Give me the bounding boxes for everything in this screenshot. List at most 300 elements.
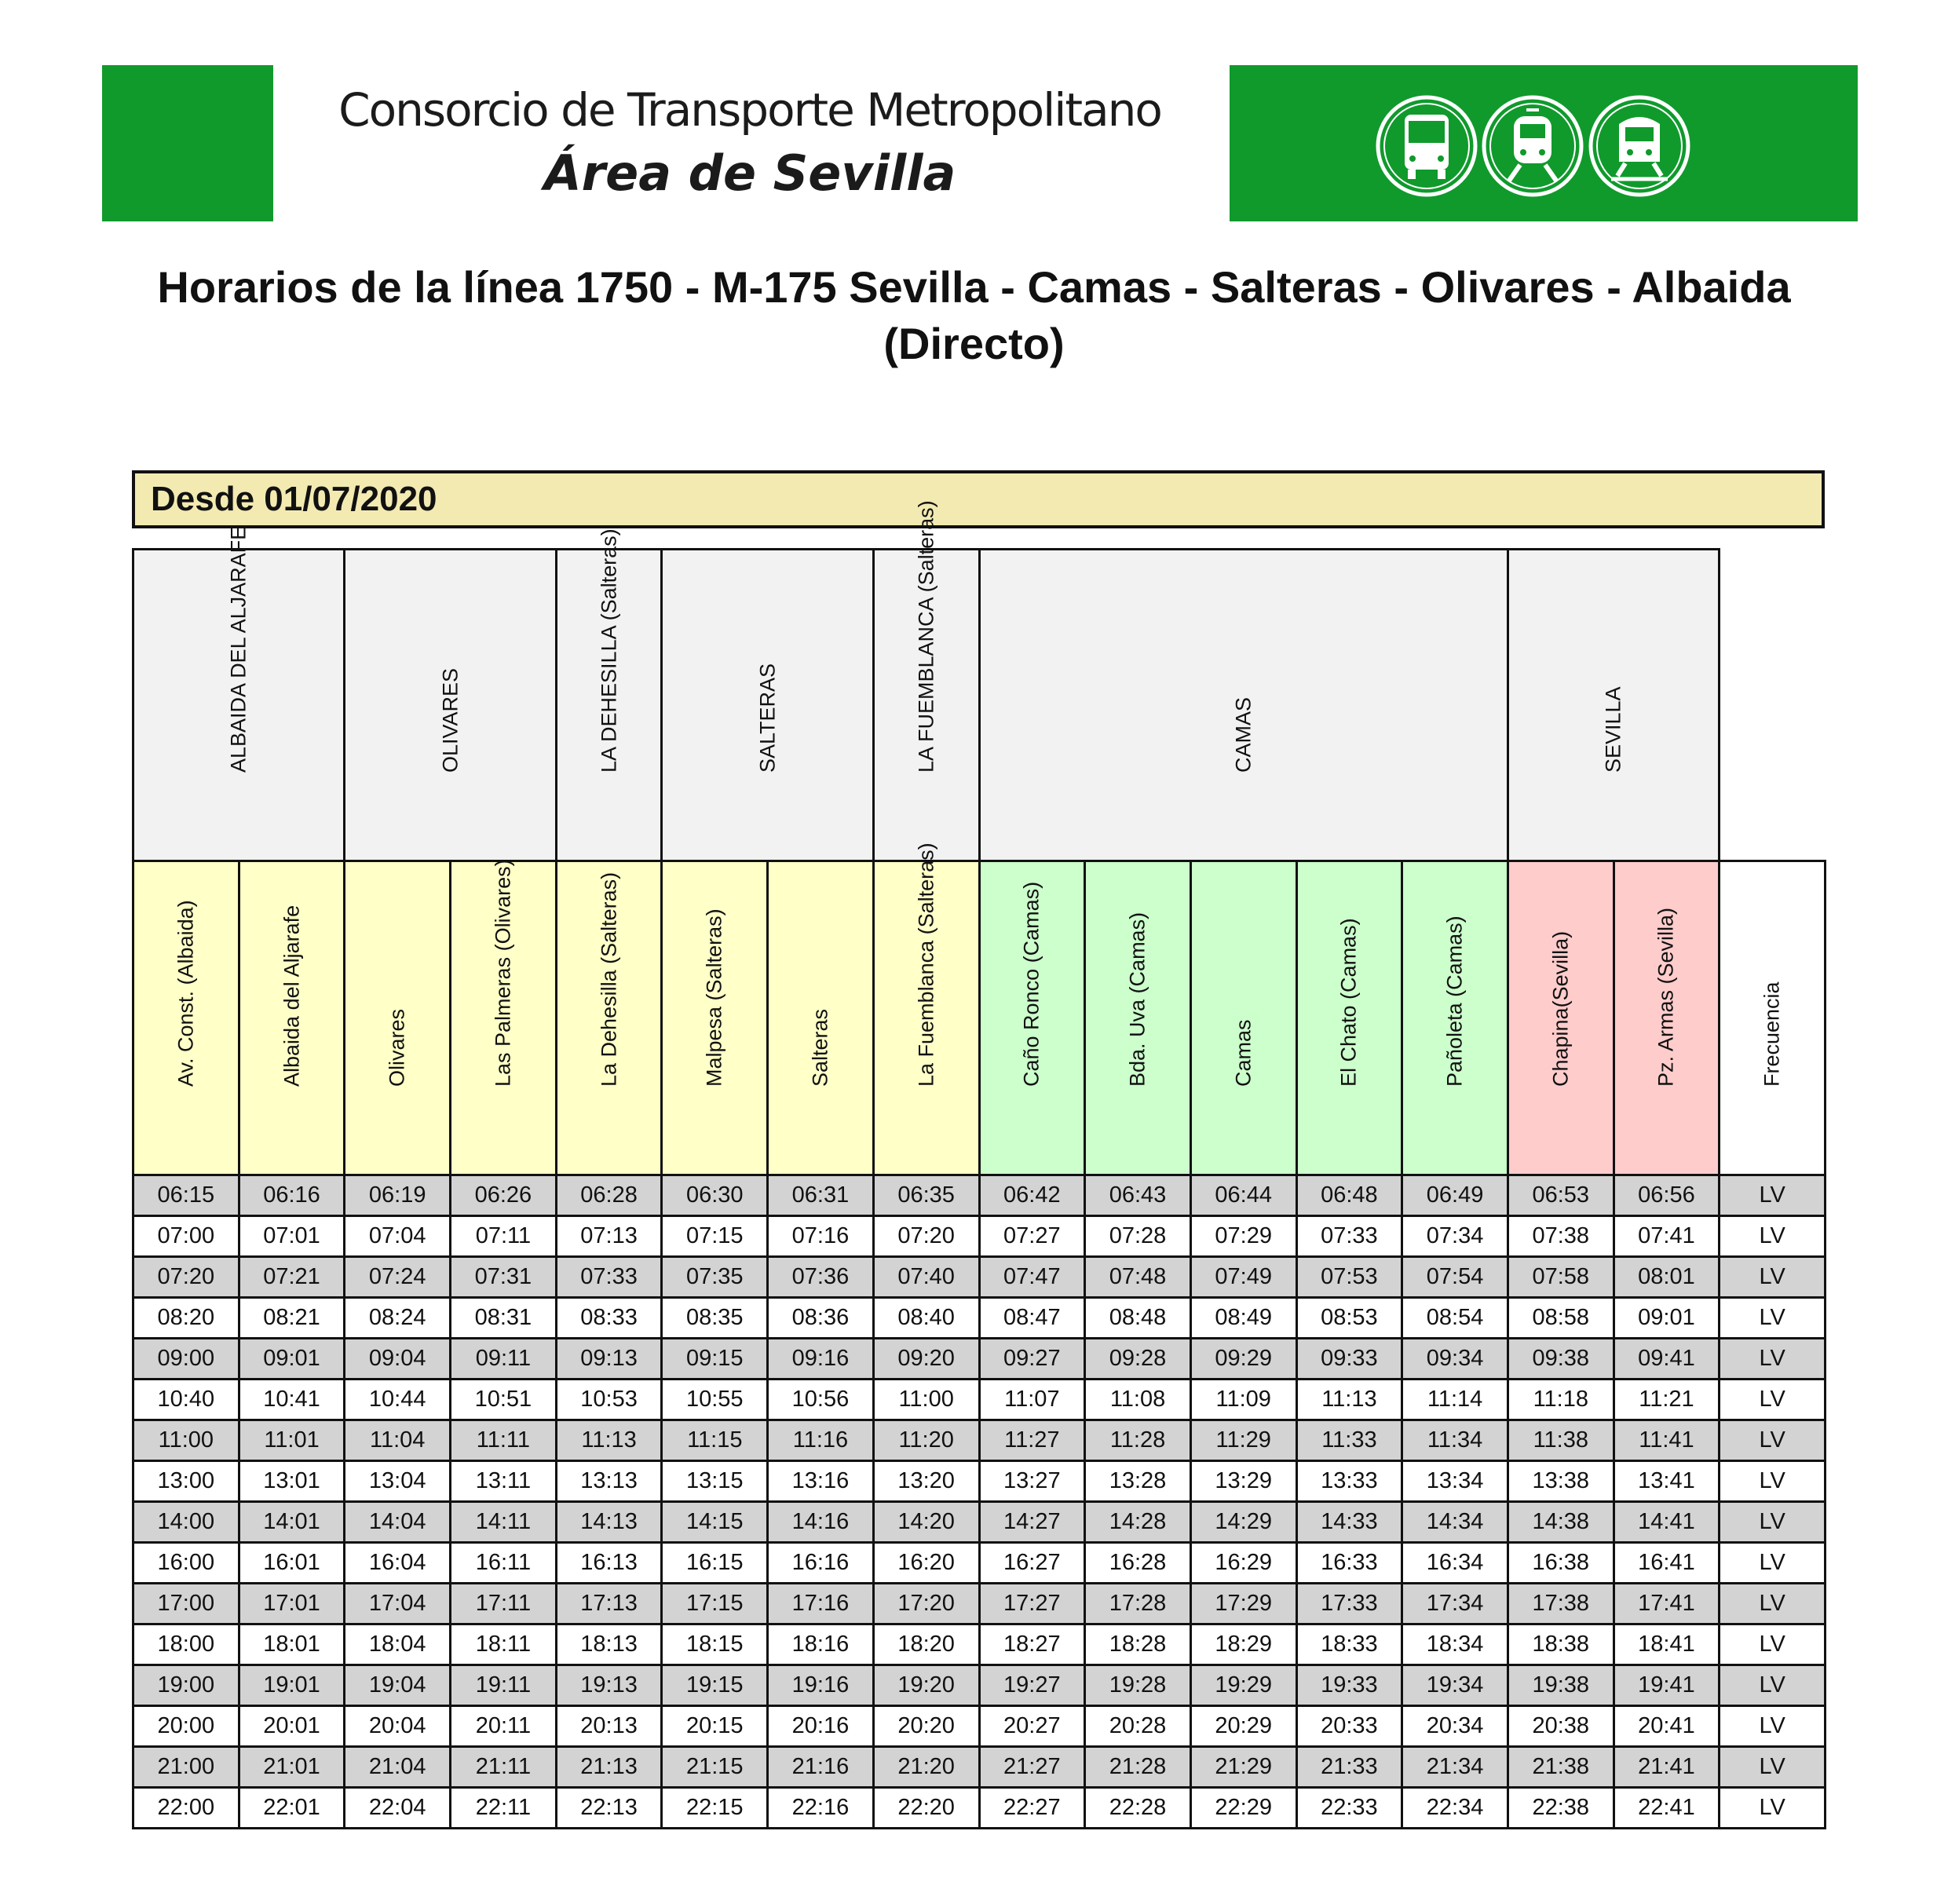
stop-header	[1402, 861, 1508, 1175]
stop-header	[1508, 861, 1614, 1175]
time-cell: 16:34	[1402, 1543, 1508, 1584]
time-cell: 21:13	[556, 1747, 662, 1788]
table-row	[133, 1257, 1826, 1298]
time-cell: 18:01	[239, 1624, 345, 1665]
time-cell: 07:33	[556, 1257, 662, 1298]
stop-label: Bda. Uva (Camas)	[1125, 912, 1149, 1087]
time-cell: 06:15	[133, 1175, 239, 1216]
time-cell: 16:41	[1614, 1543, 1720, 1584]
time-cell: 06:44	[1190, 1175, 1296, 1216]
stop-header	[1296, 861, 1402, 1175]
time-cell: 13:33	[1296, 1461, 1402, 1502]
time-cell: 06:49	[1402, 1175, 1508, 1216]
time-cell: 14:20	[873, 1502, 979, 1543]
stop-header	[133, 861, 239, 1175]
municipality-header	[345, 550, 556, 861]
time-cell: 21:33	[1296, 1747, 1402, 1788]
frequency-cell: LV	[1720, 1339, 1826, 1380]
time-cell: 22:04	[345, 1788, 451, 1829]
time-cell: 21:27	[979, 1747, 1085, 1788]
time-cell: 17:29	[1190, 1584, 1296, 1624]
frequency-cell: LV	[1720, 1624, 1826, 1665]
stop-label: Chapina(Sevilla)	[1548, 930, 1573, 1087]
stop-label: La Fuemblanca (Salteras)	[914, 842, 938, 1087]
time-cell: 13:38	[1508, 1461, 1614, 1502]
time-cell: 19:28	[1085, 1665, 1191, 1706]
municipality-header-empty	[1720, 550, 1826, 861]
table-row	[133, 1584, 1826, 1624]
time-cell: 07:11	[451, 1216, 557, 1257]
time-cell: 11:29	[1190, 1420, 1296, 1461]
frequency-cell: LV	[1720, 1706, 1826, 1747]
time-cell: 19:16	[768, 1665, 874, 1706]
time-cell: 19:27	[979, 1665, 1085, 1706]
time-cell: 11:13	[1296, 1380, 1402, 1420]
frequency-cell: LV	[1720, 1543, 1826, 1584]
time-cell: 21:20	[873, 1747, 979, 1788]
time-cell: 21:41	[1614, 1747, 1720, 1788]
time-cell: 19:01	[239, 1665, 345, 1706]
metro-icon	[1588, 94, 1691, 198]
time-cell: 18:29	[1190, 1624, 1296, 1665]
time-cell: 11:11	[451, 1420, 557, 1461]
time-cell: 17:27	[979, 1584, 1085, 1624]
time-cell: 11:04	[345, 1420, 451, 1461]
time-cell: 19:00	[133, 1665, 239, 1706]
time-cell: 20:11	[451, 1706, 557, 1747]
time-cell: 10:56	[768, 1380, 874, 1420]
time-cell: 21:04	[345, 1747, 451, 1788]
time-cell: 07:48	[1085, 1257, 1191, 1298]
time-cell: 19:33	[1296, 1665, 1402, 1706]
time-cell: 08:20	[133, 1298, 239, 1339]
stop-header	[979, 861, 1085, 1175]
stop-header	[1190, 861, 1296, 1175]
time-cell: 07:47	[979, 1257, 1085, 1298]
time-cell: 11:20	[873, 1420, 979, 1461]
time-cell: 18:16	[768, 1624, 874, 1665]
time-cell: 07:34	[1402, 1216, 1508, 1257]
time-cell: 13:20	[873, 1461, 979, 1502]
time-cell: 09:27	[979, 1339, 1085, 1380]
time-cell: 17:28	[1085, 1584, 1191, 1624]
municipality-label: SEVILLA	[1601, 686, 1625, 773]
time-cell: 11:27	[979, 1420, 1085, 1461]
time-cell: 16:20	[873, 1543, 979, 1584]
time-cell: 22:16	[768, 1788, 874, 1829]
time-cell: 21:38	[1508, 1747, 1614, 1788]
title-line2: (Directo)	[883, 319, 1065, 368]
frequency-cell: LV	[1720, 1665, 1826, 1706]
time-cell: 07:24	[345, 1257, 451, 1298]
time-cell: 18:41	[1614, 1624, 1720, 1665]
time-cell: 07:36	[768, 1257, 874, 1298]
time-cell: 14:16	[768, 1502, 874, 1543]
stop-header-row	[133, 861, 1826, 1175]
time-cell: 13:11	[451, 1461, 557, 1502]
stop-header	[1085, 861, 1191, 1175]
time-cell: 11:41	[1614, 1420, 1720, 1461]
table-row	[133, 1624, 1826, 1665]
time-cell: 11:08	[1085, 1380, 1191, 1420]
time-cell: 19:41	[1614, 1665, 1720, 1706]
time-cell: 18:11	[451, 1624, 557, 1665]
time-cell: 09:20	[873, 1339, 979, 1380]
stop-label: Albaida del Aljarafe	[280, 904, 304, 1087]
org-name-line2: Área de Sevilla	[543, 144, 956, 202]
time-cell: 19:15	[662, 1665, 768, 1706]
train-icon	[1481, 94, 1584, 198]
time-cell: 13:41	[1614, 1461, 1720, 1502]
time-cell: 07:15	[662, 1216, 768, 1257]
time-cell: 07:16	[768, 1216, 874, 1257]
time-cell: 08:48	[1085, 1298, 1191, 1339]
time-cell: 09:04	[345, 1339, 451, 1380]
time-cell: 08:33	[556, 1298, 662, 1339]
time-cell: 18:13	[556, 1624, 662, 1665]
time-cell: 08:01	[1614, 1257, 1720, 1298]
time-cell: 22:33	[1296, 1788, 1402, 1829]
time-cell: 18:00	[133, 1624, 239, 1665]
time-cell: 17:11	[451, 1584, 557, 1624]
stop-header	[1614, 861, 1720, 1175]
table-row	[133, 1175, 1826, 1216]
time-cell: 18:28	[1085, 1624, 1191, 1665]
stop-label: La Dehesilla (Salteras)	[597, 872, 621, 1087]
time-cell: 21:34	[1402, 1747, 1508, 1788]
time-cell: 07:20	[873, 1216, 979, 1257]
time-cell: 17:00	[133, 1584, 239, 1624]
municipality-header-row	[133, 550, 1826, 861]
time-cell: 14:00	[133, 1502, 239, 1543]
table-row	[133, 1216, 1826, 1257]
time-cell: 20:33	[1296, 1706, 1402, 1747]
stop-label: Caño Ronco (Camas)	[1019, 881, 1043, 1087]
stop-label: Malpesa (Salteras)	[702, 908, 726, 1087]
table-row	[133, 1747, 1826, 1788]
schedule-body	[133, 1175, 1826, 1829]
time-cell: 22:00	[133, 1788, 239, 1829]
time-cell: 14:33	[1296, 1502, 1402, 1543]
stop-label: Pañoleta (Camas)	[1442, 915, 1467, 1087]
page-title	[79, 259, 1869, 372]
time-cell: 11:28	[1085, 1420, 1191, 1461]
time-cell: 09:33	[1296, 1339, 1402, 1380]
time-cell: 14:01	[239, 1502, 345, 1543]
frequency-cell: LV	[1720, 1420, 1826, 1461]
time-cell: 22:01	[239, 1788, 345, 1829]
time-cell: 17:33	[1296, 1584, 1402, 1624]
time-cell: 11:34	[1402, 1420, 1508, 1461]
frequency-cell: LV	[1720, 1257, 1826, 1298]
time-cell: 22:11	[451, 1788, 557, 1829]
time-cell: 09:41	[1614, 1339, 1720, 1380]
time-cell: 08:49	[1190, 1298, 1296, 1339]
time-cell: 20:20	[873, 1706, 979, 1747]
municipality-header	[662, 550, 873, 861]
table-row	[133, 1543, 1826, 1584]
time-cell: 17:38	[1508, 1584, 1614, 1624]
time-cell: 10:55	[662, 1380, 768, 1420]
org-name-line1: Consorcio de Transporte Metropolitano	[338, 83, 1161, 137]
time-cell: 07:04	[345, 1216, 451, 1257]
brand-block-left	[102, 65, 273, 221]
time-cell: 20:38	[1508, 1706, 1614, 1747]
time-cell: 10:41	[239, 1380, 345, 1420]
time-cell: 09:01	[1614, 1298, 1720, 1339]
time-cell: 13:15	[662, 1461, 768, 1502]
time-cell: 14:13	[556, 1502, 662, 1543]
time-cell: 20:16	[768, 1706, 874, 1747]
municipality-label: CAMAS	[1231, 696, 1255, 773]
stop-label: Frecuencia	[1760, 981, 1784, 1087]
title-line1: Horarios de la línea 1750 - M-175 Sevilla - Camas - Salteras - Olivares - Albaida	[157, 262, 1791, 312]
time-cell: 09:11	[451, 1339, 557, 1380]
time-cell: 13:27	[979, 1461, 1085, 1502]
frequency-cell: LV	[1720, 1788, 1826, 1829]
time-cell: 21:28	[1085, 1747, 1191, 1788]
stop-header	[873, 842, 979, 1175]
stop-label: Salteras	[808, 1008, 832, 1087]
time-cell: 20:04	[345, 1706, 451, 1747]
municipality-label: ALBAIDA DEL ALJARAFE	[226, 525, 250, 773]
time-cell: 18:38	[1508, 1624, 1614, 1665]
time-cell: 17:15	[662, 1584, 768, 1624]
time-cell: 06:48	[1296, 1175, 1402, 1216]
time-cell: 18:33	[1296, 1624, 1402, 1665]
time-cell: 07:35	[662, 1257, 768, 1298]
time-cell: 16:29	[1190, 1543, 1296, 1584]
time-cell: 14:28	[1085, 1502, 1191, 1543]
stop-label: Pz. Armas (Sevilla)	[1654, 907, 1678, 1087]
time-cell: 07:54	[1402, 1257, 1508, 1298]
time-cell: 20:41	[1614, 1706, 1720, 1747]
municipality-label: LA DEHESILLA (Salteras)	[597, 528, 621, 773]
frequency-cell: LV	[1720, 1502, 1826, 1543]
time-cell: 11:13	[556, 1420, 662, 1461]
table-row	[133, 1665, 1826, 1706]
stop-label: Olivares	[385, 1008, 409, 1087]
table-row	[133, 1502, 1826, 1543]
time-cell: 11:01	[239, 1420, 345, 1461]
time-cell: 11:14	[1402, 1380, 1508, 1420]
time-cell: 20:00	[133, 1706, 239, 1747]
time-cell: 11:09	[1190, 1380, 1296, 1420]
time-cell: 20:01	[239, 1706, 345, 1747]
time-cell: 13:29	[1190, 1461, 1296, 1502]
time-cell: 09:00	[133, 1339, 239, 1380]
time-cell: 11:07	[979, 1380, 1085, 1420]
time-cell: 18:27	[979, 1624, 1085, 1665]
org-logo-text	[275, 79, 1225, 206]
time-cell: 07:33	[1296, 1216, 1402, 1257]
time-cell: 21:11	[451, 1747, 557, 1788]
time-cell: 22:28	[1085, 1788, 1191, 1829]
frequency-cell: LV	[1720, 1380, 1826, 1420]
stop-label: Av. Const. (Albaida)	[174, 900, 198, 1087]
time-cell: 09:34	[1402, 1339, 1508, 1380]
time-cell: 11:38	[1508, 1420, 1614, 1461]
time-cell: 07:58	[1508, 1257, 1614, 1298]
time-cell: 17:20	[873, 1584, 979, 1624]
time-cell: 08:53	[1296, 1298, 1402, 1339]
time-cell: 06:42	[979, 1175, 1085, 1216]
time-cell: 11:18	[1508, 1380, 1614, 1420]
time-cell: 07:40	[873, 1257, 979, 1298]
time-cell: 11:15	[662, 1420, 768, 1461]
time-cell: 14:41	[1614, 1502, 1720, 1543]
time-cell: 20:27	[979, 1706, 1085, 1747]
time-cell: 08:31	[451, 1298, 557, 1339]
time-cell: 09:16	[768, 1339, 874, 1380]
time-cell: 07:28	[1085, 1216, 1191, 1257]
time-cell: 09:29	[1190, 1339, 1296, 1380]
time-cell: 07:29	[1190, 1216, 1296, 1257]
time-cell: 14:27	[979, 1502, 1085, 1543]
valid-from-banner: Desde 01/07/2020	[132, 470, 1825, 528]
time-cell: 16:33	[1296, 1543, 1402, 1584]
time-cell: 19:20	[873, 1665, 979, 1706]
time-cell: 08:47	[979, 1298, 1085, 1339]
time-cell: 13:34	[1402, 1461, 1508, 1502]
bus-icon	[1375, 94, 1478, 198]
time-cell: 06:28	[556, 1175, 662, 1216]
time-cell: 06:16	[239, 1175, 345, 1216]
time-cell: 16:15	[662, 1543, 768, 1584]
frequency-cell: LV	[1720, 1461, 1826, 1502]
time-cell: 22:29	[1190, 1788, 1296, 1829]
time-cell: 18:20	[873, 1624, 979, 1665]
time-cell: 07:00	[133, 1216, 239, 1257]
time-cell: 14:04	[345, 1502, 451, 1543]
time-cell: 14:34	[1402, 1502, 1508, 1543]
time-cell: 06:35	[873, 1175, 979, 1216]
time-cell: 07:21	[239, 1257, 345, 1298]
time-cell: 08:58	[1508, 1298, 1614, 1339]
time-cell: 21:01	[239, 1747, 345, 1788]
time-cell: 13:01	[239, 1461, 345, 1502]
stop-header	[345, 861, 451, 1175]
time-cell: 13:13	[556, 1461, 662, 1502]
time-cell: 22:34	[1402, 1788, 1508, 1829]
municipality-header	[979, 550, 1508, 861]
frequency-cell: LV	[1720, 1175, 1826, 1216]
time-cell: 22:41	[1614, 1788, 1720, 1829]
time-cell: 16:01	[239, 1543, 345, 1584]
time-cell: 17:01	[239, 1584, 345, 1624]
time-cell: 13:00	[133, 1461, 239, 1502]
stop-label: El Chato (Camas)	[1336, 918, 1361, 1087]
table-row	[133, 1339, 1826, 1380]
time-cell: 14:15	[662, 1502, 768, 1543]
time-cell: 09:01	[239, 1339, 345, 1380]
time-cell: 20:29	[1190, 1706, 1296, 1747]
municipality-header	[556, 528, 662, 861]
time-cell: 16:16	[768, 1543, 874, 1584]
time-cell: 19:13	[556, 1665, 662, 1706]
time-cell: 08:35	[662, 1298, 768, 1339]
time-cell: 22:38	[1508, 1788, 1614, 1829]
time-cell: 18:15	[662, 1624, 768, 1665]
time-cell: 14:38	[1508, 1502, 1614, 1543]
time-cell: 13:16	[768, 1461, 874, 1502]
time-cell: 06:30	[662, 1175, 768, 1216]
time-cell: 11:16	[768, 1420, 874, 1461]
time-cell: 16:04	[345, 1543, 451, 1584]
time-cell: 07:38	[1508, 1216, 1614, 1257]
time-cell: 20:28	[1085, 1706, 1191, 1747]
time-cell: 11:21	[1614, 1380, 1720, 1420]
municipality-header	[873, 500, 979, 861]
time-cell: 14:11	[451, 1502, 557, 1543]
time-cell: 13:04	[345, 1461, 451, 1502]
time-cell: 08:21	[239, 1298, 345, 1339]
time-cell: 06:26	[451, 1175, 557, 1216]
time-cell: 17:04	[345, 1584, 451, 1624]
time-cell: 22:20	[873, 1788, 979, 1829]
time-cell: 07:31	[451, 1257, 557, 1298]
time-cell: 07:13	[556, 1216, 662, 1257]
table-row	[133, 1461, 1826, 1502]
time-cell: 10:40	[133, 1380, 239, 1420]
time-cell: 09:15	[662, 1339, 768, 1380]
time-cell: 21:16	[768, 1747, 874, 1788]
time-cell: 09:28	[1085, 1339, 1191, 1380]
time-cell: 07:27	[979, 1216, 1085, 1257]
time-cell: 07:41	[1614, 1216, 1720, 1257]
schedule-table	[132, 500, 1826, 1829]
time-cell: 06:43	[1085, 1175, 1191, 1216]
stop-header	[1720, 861, 1826, 1175]
time-cell: 17:16	[768, 1584, 874, 1624]
time-cell: 19:04	[345, 1665, 451, 1706]
time-cell: 22:13	[556, 1788, 662, 1829]
municipality-label: SALTERAS	[755, 663, 780, 773]
time-cell: 22:27	[979, 1788, 1085, 1829]
time-cell: 21:15	[662, 1747, 768, 1788]
table-row	[133, 1380, 1826, 1420]
municipality-label: LA FUEMBLANCA (Salteras)	[914, 500, 938, 773]
time-cell: 13:28	[1085, 1461, 1191, 1502]
time-cell: 16:38	[1508, 1543, 1614, 1584]
frequency-cell: LV	[1720, 1747, 1826, 1788]
time-cell: 10:51	[451, 1380, 557, 1420]
time-cell: 16:11	[451, 1543, 557, 1584]
time-cell: 21:29	[1190, 1747, 1296, 1788]
table-row	[133, 1298, 1826, 1339]
frequency-cell: LV	[1720, 1298, 1826, 1339]
time-cell: 21:00	[133, 1747, 239, 1788]
frequency-cell: LV	[1720, 1216, 1826, 1257]
time-cell: 11:00	[873, 1380, 979, 1420]
time-cell: 16:13	[556, 1543, 662, 1584]
stop-label: Las Palmeras (Olivares)	[491, 859, 515, 1087]
municipality-header	[133, 525, 345, 861]
time-cell: 07:53	[1296, 1257, 1402, 1298]
time-cell: 06:53	[1508, 1175, 1614, 1216]
time-cell: 20:13	[556, 1706, 662, 1747]
time-cell: 17:34	[1402, 1584, 1508, 1624]
time-cell: 18:04	[345, 1624, 451, 1665]
time-cell: 10:53	[556, 1380, 662, 1420]
time-cell: 11:00	[133, 1420, 239, 1461]
table-row	[133, 1706, 1826, 1747]
stop-header	[768, 861, 874, 1175]
time-cell: 06:31	[768, 1175, 874, 1216]
time-cell: 11:33	[1296, 1420, 1402, 1461]
stop-label: Camas	[1231, 1019, 1255, 1087]
municipality-label: OLIVARES	[438, 667, 462, 773]
